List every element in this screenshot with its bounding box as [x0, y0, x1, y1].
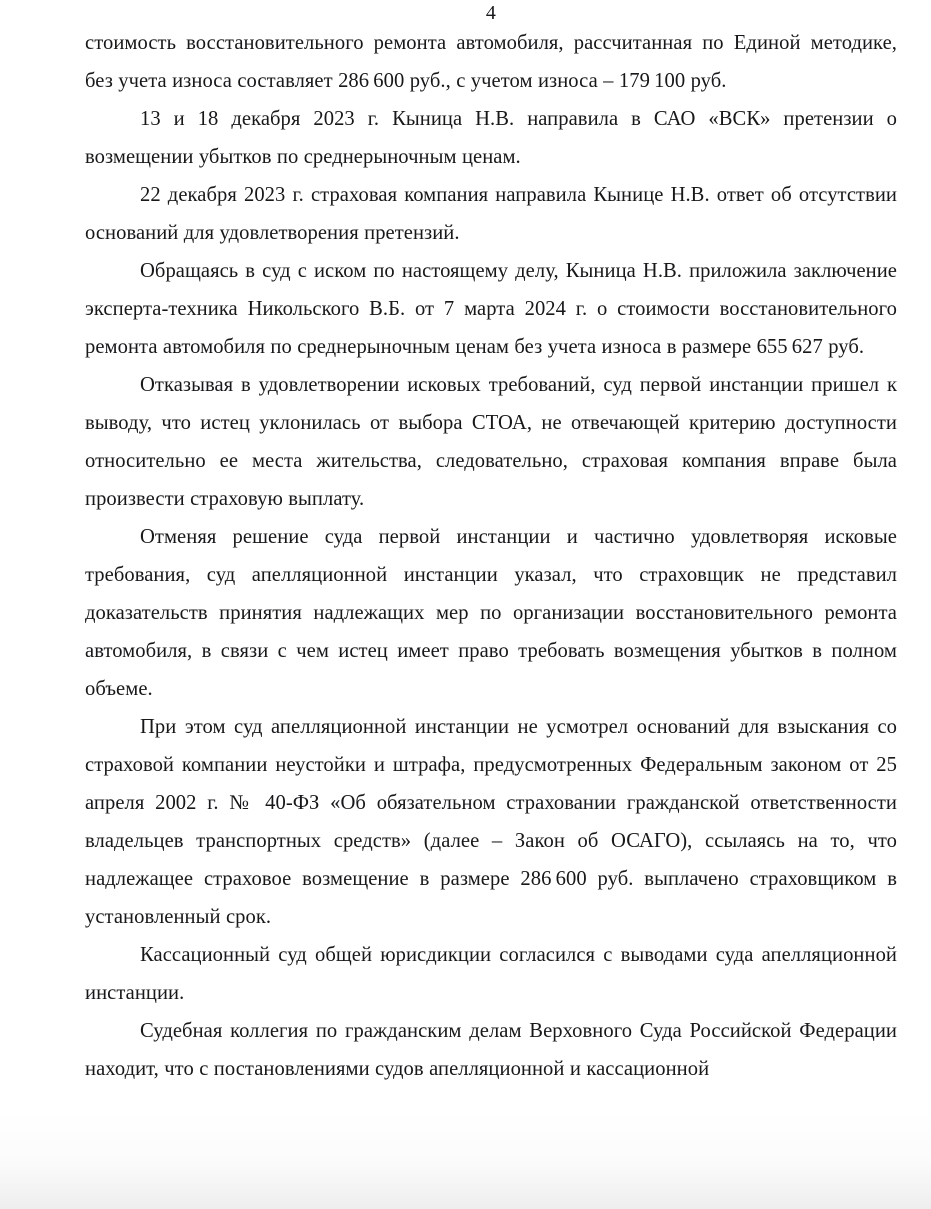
page-number: 4	[485, 2, 497, 24]
paragraph-3: 22 декабря 2023 г. страховая компания направила Кынице Н.В. ответ об отсутствии оснований для удовлетворения претензий.	[85, 184, 897, 244]
page-text-block	[85, 2, 898, 1088]
paragraph-6: Отменяя решение суда первой инстанции и частично удовлетворяя исковые требования, суд апелляционной инстанции указал, что страховщик не представил доказательств принятия надлежащих мер по организации восстановительного ремонта автомобиля, в связи с чем истец имеет право требовать возмещения убытков в полном объеме.	[85, 526, 897, 700]
paragraph-5: Отказывая в удовлетворении исковых требований, суд первой инстанции пришел к выводу, что истец уклонилась от выбора СТОА, не отвечающей критерию доступности относительно ее места жительства, следовательно, страховая компания вправе была произвести страховую выплату.	[85, 374, 897, 510]
paragraph-9: Судебная коллегия по гражданским делам Верховного Суда Российской Федерации находит, что с постановлениями судов апелляционной и кассационной	[85, 1020, 897, 1080]
paragraph-7: При этом суд апелляционной инстанции не усмотрел оснований для взыскания со страховой компании неустойки и штрафа, предусмотренных Федеральным законом от 25 апреля 2002 г. № 40-ФЗ «Об обязательном страховании гражданской ответственности владельцев транспортных средств» (далее – Закон об ОСАГО), ссылаясь на то, что надлежащее страховое возмещение в размере 286 600 руб. выплачено страховщиком в установленный срок.	[85, 716, 898, 928]
paragraph-8: Кассационный суд общей юрисдикции согласился с выводами суда апелляционной инстанции.	[85, 944, 897, 1004]
paragraph-2: 13 и 18 декабря 2023 г. Кыница Н.В. направила в САО «ВСК» претензии о возмещении убытков по среднерыночным ценам.	[85, 108, 897, 168]
paragraph-4: Обращаясь в суд с иском по настоящему делу, Кыница Н.В. приложила заключение эксперта-техника Никольского В.Б. от 7 марта 2024 г. о стоимости восстановительного ремонта автомобиля по среднерыночным ценам без учета износа в размере 655 627 руб.	[85, 260, 897, 358]
paragraph-1: стоимость восстановительного ремонта автомобиля, рассчитанная по Единой методике, без учета износа составляет 286 600 руб., с учетом износа – 179 100 руб.	[85, 32, 897, 92]
